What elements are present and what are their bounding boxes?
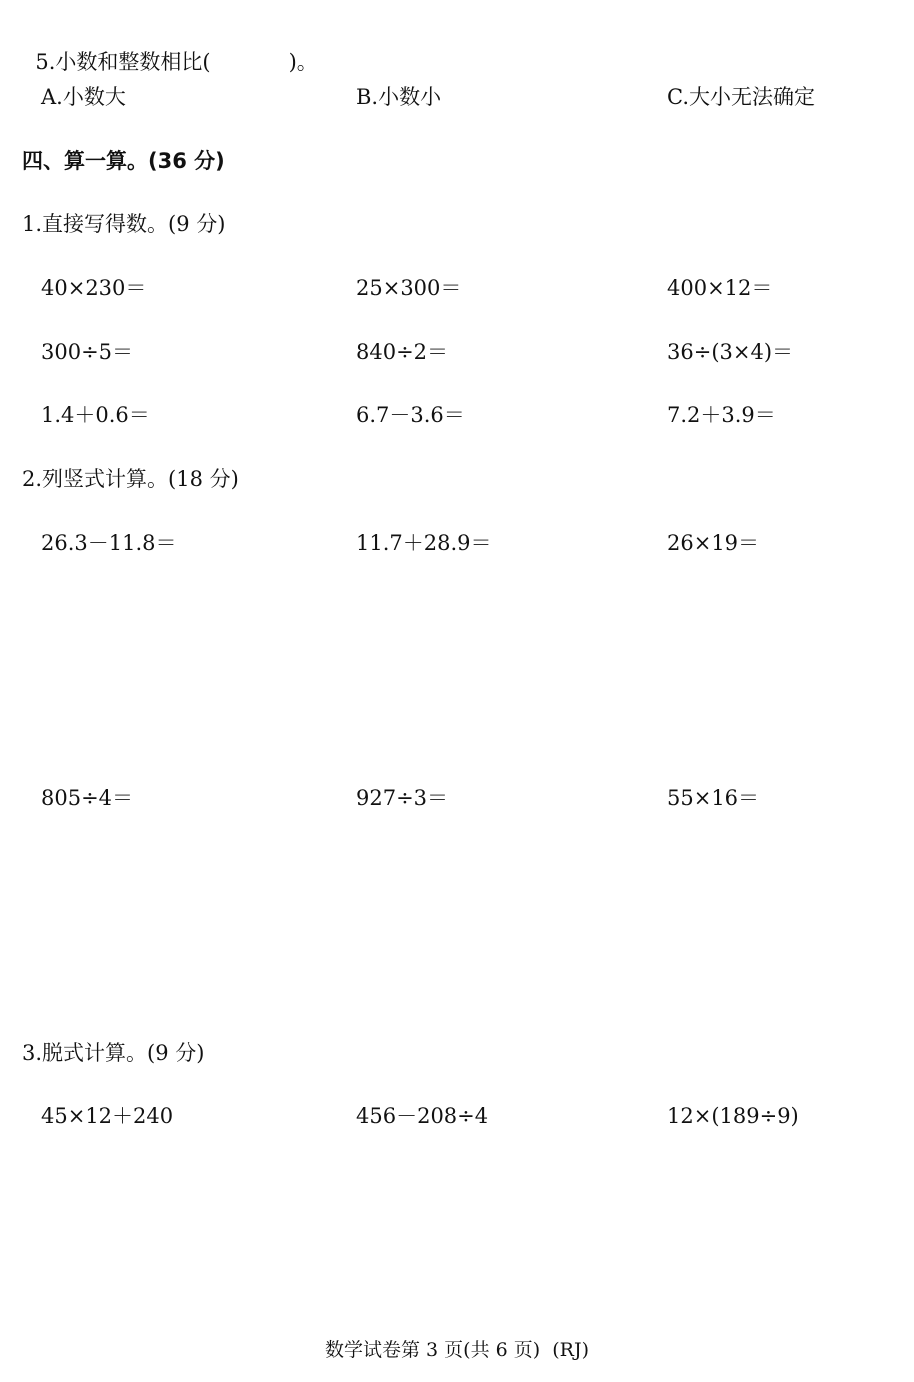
question-5-stem-suffix: )。 bbox=[288, 50, 318, 74]
vertical-calc-item: 927÷3＝ bbox=[356, 786, 449, 810]
option-a: A.小数大 bbox=[41, 85, 126, 109]
oral-calc-item: 300÷5＝ bbox=[41, 340, 134, 364]
vertical-calc-item: 55×16＝ bbox=[667, 786, 760, 810]
question-5-stem bbox=[22, 20, 318, 76]
vertical-calc-item: 11.7＋28.9＝ bbox=[356, 531, 492, 555]
question-5-stem-prefix: 5.小数和整数相比( bbox=[35, 50, 211, 74]
oral-calc-item: 36÷(3×4)＝ bbox=[667, 340, 794, 364]
oral-calc-item: 6.7－3.6＝ bbox=[356, 403, 465, 427]
option-b: B.小数小 bbox=[356, 85, 442, 109]
oral-calc-item: 400×12＝ bbox=[667, 276, 773, 300]
part-1-heading: 1.直接写得数。(9 分) bbox=[22, 212, 226, 236]
page-footer: 数学试卷第 3 页(共 6 页) (RJ) bbox=[325, 1339, 589, 1361]
step-calc-item: 12×(189÷9) bbox=[667, 1104, 799, 1128]
vertical-calc-item: 805÷4＝ bbox=[41, 786, 134, 810]
oral-calc-item: 7.2＋3.9＝ bbox=[667, 403, 776, 427]
option-c: C.大小无法确定 bbox=[667, 85, 815, 109]
oral-calc-item: 1.4＋0.6＝ bbox=[41, 403, 150, 427]
part-3-heading: 3.脱式计算。(9 分) bbox=[22, 1041, 205, 1065]
step-calc-item: 456－208÷4 bbox=[356, 1104, 489, 1128]
oral-calc-item: 25×300＝ bbox=[356, 276, 462, 300]
oral-calc-item: 840÷2＝ bbox=[356, 340, 449, 364]
vertical-calc-item: 26.3－11.8＝ bbox=[41, 531, 177, 555]
part-2-heading: 2.列竖式计算。(18 分) bbox=[22, 467, 239, 491]
oral-calc-item: 40×230＝ bbox=[41, 276, 147, 300]
vertical-calc-item: 26×19＝ bbox=[667, 531, 760, 555]
section-4-heading: 四、算一算。(36 分) bbox=[22, 149, 225, 173]
step-calc-item: 45×12＋240 bbox=[41, 1104, 174, 1128]
